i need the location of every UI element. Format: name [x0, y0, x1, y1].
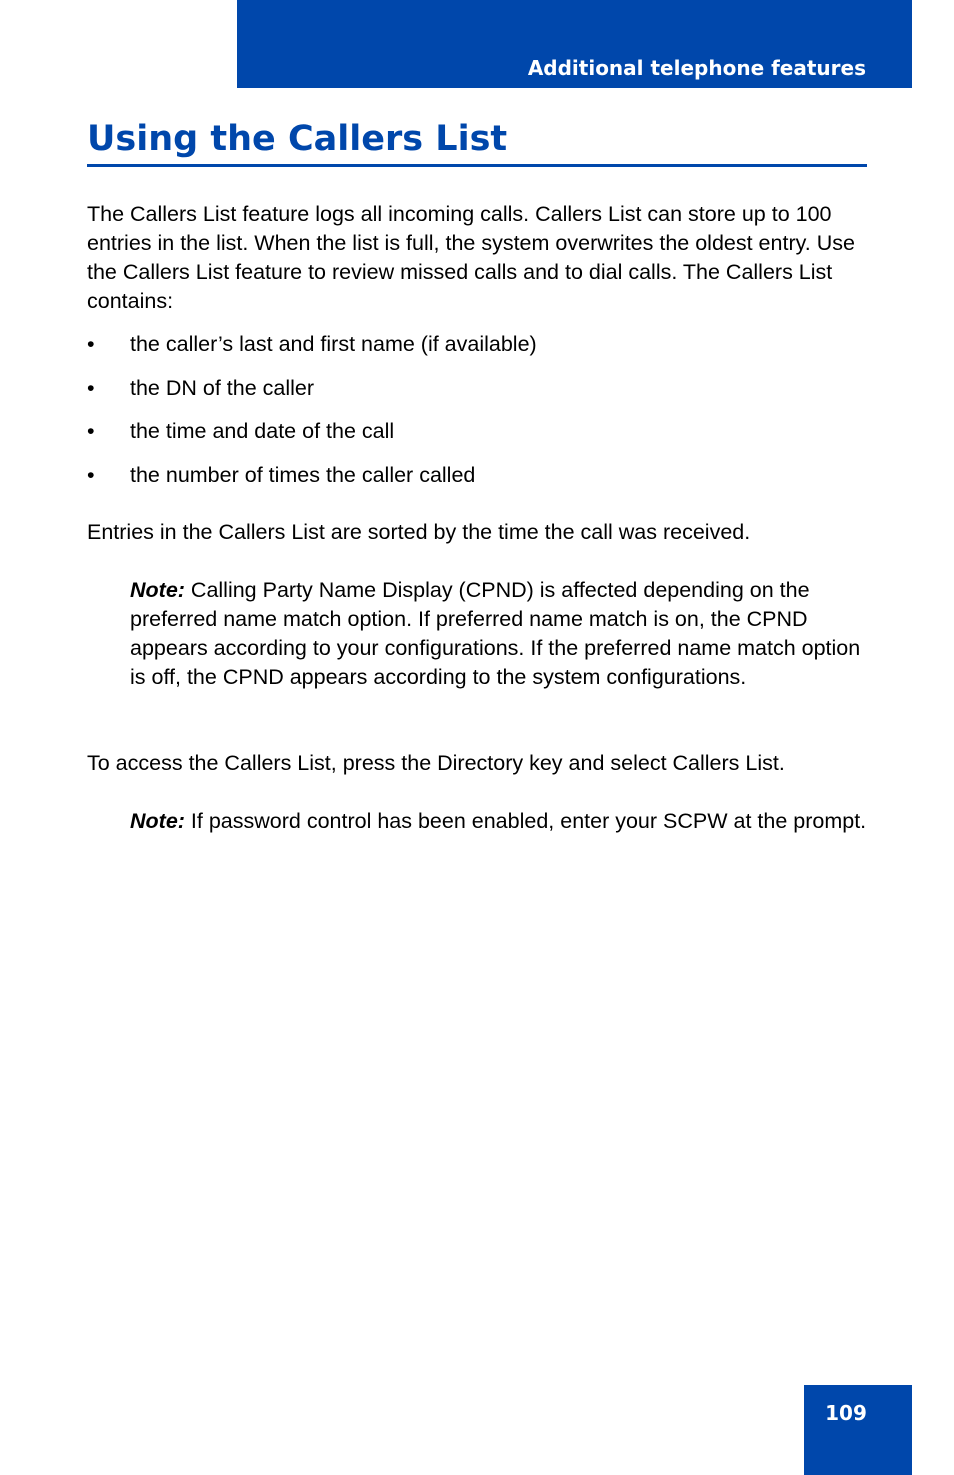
list-item-text: the number of times the caller called: [130, 462, 476, 487]
intro-paragraph: The Callers List feature logs all incoming calls. Callers List can store up to 100 entries in the list. When the list is full, the system overwrites the oldest entry. Use the Callers List feature to review missed calls and to dial calls. The Callers List contains:: [87, 202, 855, 313]
list-item-text: the time and date of the call: [130, 419, 395, 443]
bullet-icon: •: [87, 375, 95, 400]
note-cpnd: [130, 576, 875, 692]
page-number-box: [804, 1385, 912, 1475]
page-number: 109: [825, 1401, 867, 1425]
bullet-icon: •: [87, 332, 95, 356]
note-text: Calling Party Name Display (CPND) is affected depending on the preferred name match option. If preferred name match is on, the CPND appears according to your configurations. If the preferred name match option is off, the CPND appears according to the system configurations.: [130, 578, 861, 689]
list-item-text: the caller’s last and first name (if available): [130, 332, 537, 356]
header-bar: [237, 0, 912, 88]
sorted-paragraph: Entries in the Callers List are sorted by the time the call was received.: [87, 520, 751, 544]
note-label: Note:: [130, 809, 185, 833]
bullet-icon: •: [87, 419, 95, 443]
access-paragraph: To access the Callers List, press the Directory key and select Callers List.: [87, 751, 785, 775]
title-divider: [87, 164, 867, 167]
section-title: Additional telephone features: [527, 56, 866, 80]
list-item-text: the DN of the caller: [130, 375, 315, 400]
note-label: Note:: [130, 578, 185, 602]
note-password: [130, 807, 875, 836]
note-text: If password control has been enabled, enter your SCPW at the prompt.: [184, 809, 867, 833]
page-title: Using the Callers List: [87, 119, 508, 159]
bullet-icon: •: [87, 462, 95, 487]
